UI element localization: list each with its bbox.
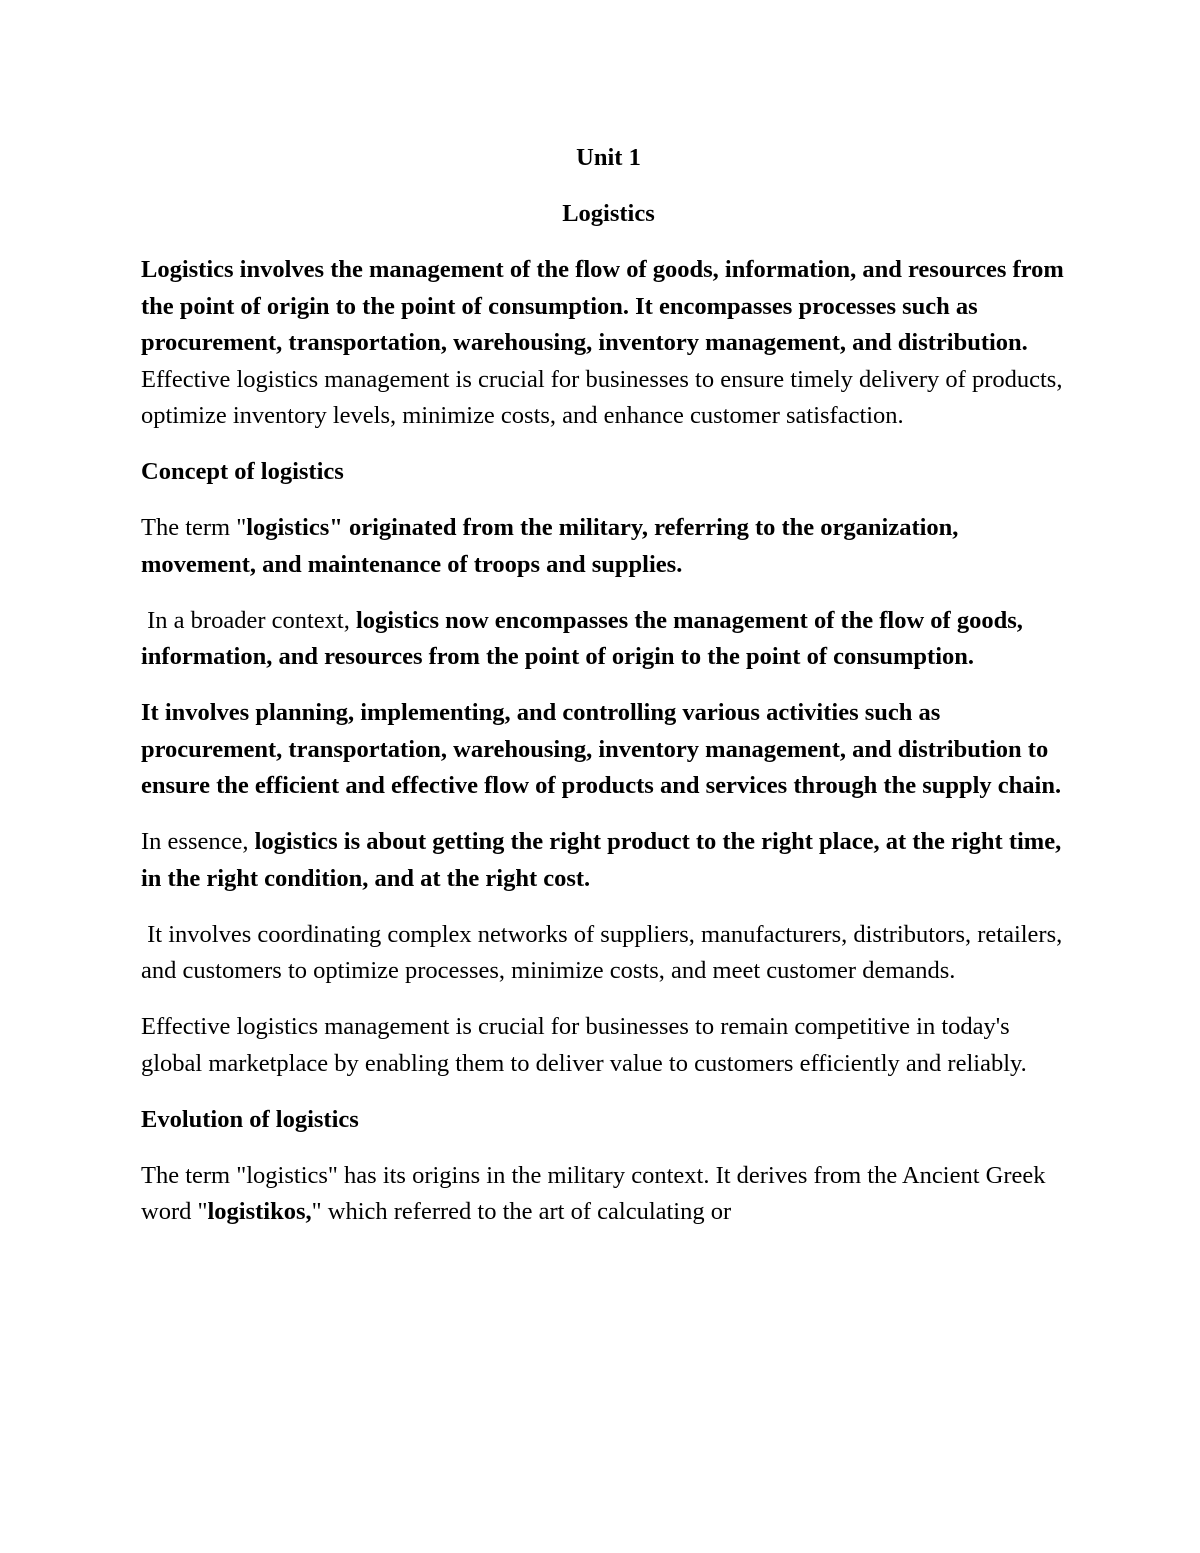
concept-p5-normal: It involves coordinating complex networks of suppliers, manufacturers, distributors, retailers, and customers to optimize processes, minimize costs, and meet customer demands. — [141, 920, 1069, 984]
concept-p1-normal: The term " — [141, 514, 247, 541]
intro-normal-text: Effective logistics management is crucial for businesses to ensure timely delivery of products, optimize inventory levels, minimize costs, and enhance customer satisfaction. — [141, 365, 1063, 429]
concept-p1-bold: logistics" originated from the military, referring to the organization, movement, and maintenance of troops and supplies. — [141, 514, 959, 578]
evolution-p1-normal-2: " which referred to the art of calculating or — [311, 1198, 732, 1225]
concept-p3-bold: It involves planning, implementing, and controlling various activities such as procurement, transportation, warehousing, inventory management, and distribution to ensure the efficient and effective flow of products and services through the supply chain. — [141, 699, 1062, 799]
intro-paragraph — [141, 252, 1076, 435]
concept-paragraph-6 — [141, 1009, 1076, 1082]
concept-p6-normal: Effective logistics management is crucial for businesses to remain competitive in today's global marketplace by enabling them to deliver value to customers efficiently and reliably. — [141, 1013, 1027, 1077]
evolution-p1-bold: logistikos, — [207, 1198, 312, 1225]
evolution-paragraph-1 — [141, 1158, 1076, 1231]
topic-title: Logistics — [562, 200, 655, 227]
concept-p2-normal: In a broader context, — [141, 606, 356, 634]
concept-paragraph-1 — [141, 510, 1076, 583]
document-body — [141, 140, 1076, 1250]
concept-paragraph-5 — [141, 917, 1076, 990]
intro-bold-text: Logistics involves the management of the flow of goods, information, and resources from the point of origin to the point of consumption. It encompasses processes such as procurement, transportation, warehousing, inventory management, and distribution. — [141, 256, 1064, 356]
evolution-heading: Evolution of logistics — [141, 1105, 359, 1133]
concept-p4-bold: logistics is about getting the right product to the right place, at the right time, in the right condition, and at the right cost. — [141, 828, 1062, 892]
concept-paragraph-2 — [141, 603, 1076, 676]
concept-p2-bold: logistics now encompasses the management of the flow of goods, information, and resources from the point of origin to the point of consumption. — [141, 606, 1023, 670]
concept-heading: Concept of logistics — [141, 458, 344, 485]
evolution-p1-normal-1: The term "logistics" has its origins in the military context. It derives from the Ancient Greek word " — [141, 1161, 1046, 1225]
concept-p4-normal: In essence, — [141, 828, 255, 855]
concept-paragraph-3 — [141, 695, 1076, 805]
unit-title: Unit 1 — [576, 144, 641, 171]
concept-paragraph-4 — [141, 824, 1076, 897]
